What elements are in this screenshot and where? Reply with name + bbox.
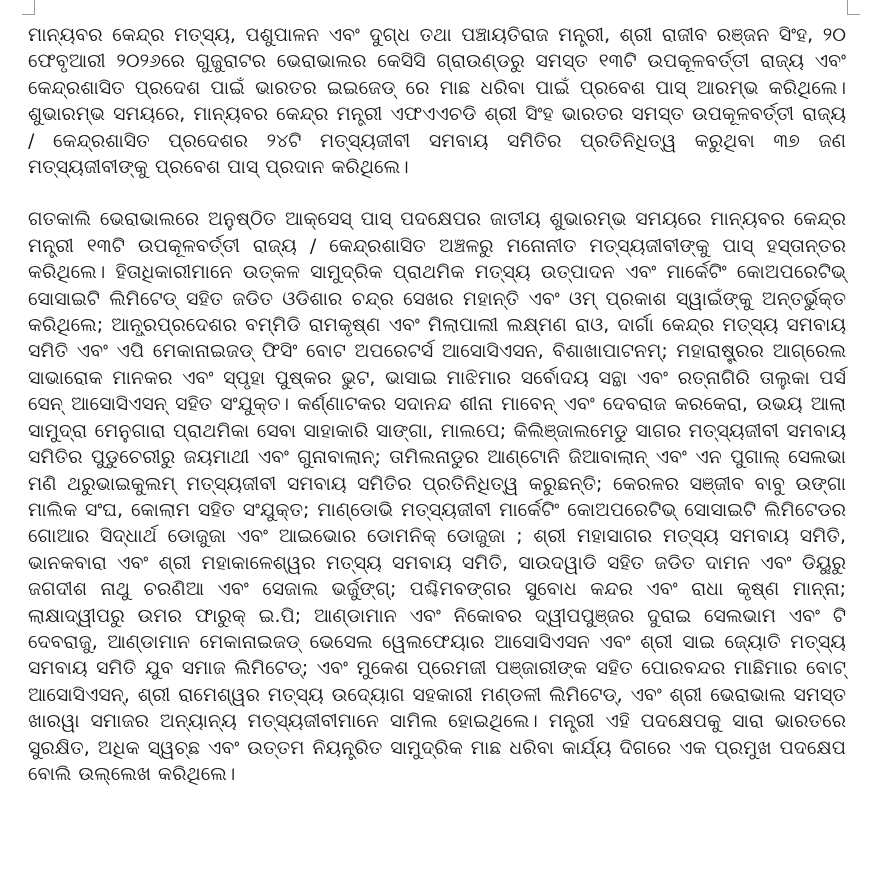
- left-margin-corner-mark: [22, 0, 35, 15]
- paragraph-beneficiaries-list: ଗତକାଲି ଭେରାଭାଲରେ ଅନୁଷ୍ଠିତ ଆକ୍ସେସ୍ ପାସ୍ ପଦକ୍ଷେପର ଜାତୀୟ ଶୁଭାରମ୍ଭ ସମୟରେ ମାନ୍ୟବର କେନ୍ଦ୍ର ମନ୍ତ୍ରୀ ୧୩ଟି ଉପକୂଳବର୍ତ୍ତୀ ରାଜ୍ୟ / କେନ୍ଦ୍ରଶାସିତ ଅଞ୍ଚଳରୁ ମନୋନୀତ ମତ୍ସ୍ୟଜୀବୀଙ୍କୁ ପାସ୍ ହସ୍ତାନ୍ତର କରିଥିଲେ। ହିତାଧିକାରୀମାନେ ଉତ୍କଳ ସାମୁଦ୍ରିକ ପ୍ରାଥମିକ ମତ୍ସ୍ୟ ଉତ୍ପାଦନ ଏବଂ ମାର୍କେଟିଂ କୋଅପରେଟିଭ୍ ସୋସାଇଟି ଲିମିଟେଡ୍ ସହିତ ଜଡିତ ଓଡିଶାର ଚନ୍ଦ୍ର ସେଖର ମହାନ୍ତି ଏବଂ ଓମ୍ ପ୍ରକାଶ ସ୍ୱାଇଁଙ୍କୁ ଅନ୍ତର୍ଭୁକ୍ତ କରିଥିଲେ; ଆନ୍ଧ୍ରପ୍ରଦେଶର ବମ୍ମିଡି ରାମକୃଷ୍ଣ ଏବଂ ମିଲାପାଲୀ ଲକ୍ଷ୍ମଣ ରାଓ, ଦାର୍ଗା କେନ୍ଦ୍ର ମତ୍ସ୍ୟ ସମବାୟ ସମିତି ଏବଂ ଏପି ମେକାନାଇଜଡ୍ ଫିସିଂ ବୋଟ ଅପରେଟର୍ସ ଆସୋସିଏସନ, ବିଶାଖାପାଟନମ୍; ମହାରାଷ୍ଟ୍ରର ଆଗ୍ରେଲ ସାଭାରୋକ ମାନକର ଏବଂ ସ୍ପୃହା ପୁଷ୍କର ଭୁଟ, ଭାସାଇ ମାଝିମାର ସର୍ବୋଦୟ ସନ୍ଥା ଏବଂ ରତ୍ନାଗିରି ତାଲୁକା ପର୍ସ ସେନ୍ ଆସୋସିଏସନ୍ ସହିତ ସଂଯୁକ୍ତ। କର୍ଣ୍ଣାଟକର ସଦାନନ୍ଦ ଶୀନା ମାବେନ୍ ଏବଂ ଦେବରାଜ କରକେରା, ଉଭୟ ଆଲା ସାମୁଦ୍ରା ମେନୁଗାରା ପ୍ରାଥମିକା ସେବା ସାହାକାରି ସାଙ୍ଗା, ମାଲପେ; କିଲିଞ୍ଜାଲମେଡୁ ସାଗର ମତ୍ସ୍ୟଜୀବୀ ସମବାୟ ସମିତିର ପୁଡୁଚେରୀରୁ ଜୟମାଥୀ ଏବଂ ଗୁନାବାଲାନ୍; ତାମିଲନାଡୁର ଆଣ୍ଟୋନି ଜିଆବାଲାନ୍ ଏବଂ ଏନ ପୁଗାଲ୍ ସେଲଭା ମଣି ଥରୁଭାଇକୁଲମ୍ ମତ୍ସ୍ୟଜୀବୀ ସମବାୟ ସମିତିର ପ୍ରତିନିଧିତ୍ୱ କରୁଛନ୍ତି; କେରଳର ସଞ୍ଜୀବ ବାବୁ ଉଙ୍ଗା ମାଲିକ ସଂଘ, କୋଲାମ ସହିତ ସଂଯୁକ୍ତ; ମାଣ୍ଡୋଭି ମତ୍ସ୍ୟଜୀବୀ ମାର୍କେଟିଂ କୋଅପରେଟିଭ୍ ସୋସାଇଟି ଲିମିଟେଡର ଗୋଆର ସିଦ୍ଧାର୍ଥ ଡୋଜୁଜା ଏବଂ ଆଇଭୋର ଡୋମନିକ୍ ଡୋଜୁଜା ; ଶ୍ରୀ ମହାସାଗର ମତ୍ସ୍ୟ ସମବାୟ ସମିତି, ଭାନକବାରା ଏବଂ ଶ୍ରୀ ମହାକାଳେଶ୍ୱର ମତ୍ସ୍ୟ ସମବାୟ ସମିତି, ସାଉଦୱାଡି ସହିତ ଜଡିତ ଦାମନ ଏବଂ ଡିୟୁରୁ ଜଗଦୀଶ ନାଥୁ ଚରଣିଆ ଏବଂ ସେଜାଲ ଭର୍ଜୁଙ୍ଗ୍; ପଶ୍ଚିମବଙ୍ଗର ସୁବୋଧ କନ୍ଦର ଏବଂ ରାଧା କୃଷ୍ଣ ମାନ୍ନା; ଲାକ୍ଷାଦ୍ୱୀପରୁ ଉମର ଫାରୁକ୍ ଇ.ପି; ଆଣ୍ଡାମାନ ଏବଂ ନିକୋବର ଦ୍ୱୀପପୁଞ୍ଜର ଦୁରାଇ ସେଲଭାମ ଏବଂ ଟି ଦେବରାଜୁ, ଆଣ୍ଡାମାନ ମେକାନାଇଜଡ୍ ଭେସେଲ ୱେଲଫେୟାର ଆସୋସିଏସନ ଏବଂ ଶ୍ରୀ ସାଇ ଜ୍ୟୋତି ମତ୍ସ୍ୟ ସମବାୟ ସମିତି ଯୁବ ସମାଜ ଲିମିଟେଡ୍; ଏବଂ ମୁକେଶ ପ୍ରେମଜୀ ପଞ୍ଜାରୀଙ୍କ ସହିତ ପୋରବନ୍ଦର ମାଛିମାର ବୋଟ୍ ଆସୋସିଏସନ୍, ଶ୍ରୀ ରାମେଶ୍ୱର ମତ୍ସ୍ୟ ଉଦ୍ୟୋଗ ସହକାରୀ ମଣ୍ଡଳୀ ଲିମିଟେଡ୍, ଏବଂ ଶ୍ରୀ ଭେରାଭାଲ ସମସ୍ତ ଖାରୱା ସମାଜର ଅନ୍ୟାନ୍ୟ ମତ୍ସ୍ୟଜୀବୀମାନେ ସାମିଲ ହୋଇଥିଲେ। ମନ୍ତ୍ରୀ ଏହି ପଦକ୍ଷେପକୁ ସାରା ଭାରତରେ ସୁରକ୍ଷିତ, ଅଧିକ ସ୍ୱଚ୍ଛ ଏବଂ ଉତ୍ତମ ନିୟନ୍ତ୍ରିତ ସାମୁଦ୍ରିକ ମାଛ ଧରିବା କାର୍ଯ୍ୟ ଦିଗରେ ଏକ ପ୍ରମୁଖ ପଦକ୍ଷେପ ବୋଲି ଉଲ୍ଲେଖ କରିଥିଲେ।: [28, 208, 846, 785]
- paragraph-launch-announcement: ମାନ୍ୟବର କେନ୍ଦ୍ର ମତ୍ସ୍ୟ, ପଶୁପାଳନ ଏବଂ ଦୁଗ୍ଧ ତଥା ପଞ୍ଚାୟତିରାଜ ମନ୍ତ୍ରୀ, ଶ୍ରୀ ରାଜୀବ ରଞ୍ଜନ ସିଂହ, ୨୦ ଫେବୃଆରୀ ୨୦୨୬ରେ ଗୁଜୁରାଟର ଭେରାଭାଲର କେସିସି ଗ୍ରାଉଣ୍ଡରୁ ସମସ୍ତ ୧୩ଟି ଉପକୂଳବର୍ତ୍ତୀ ରାଜ୍ୟ ଏବଂ କେନ୍ଦ୍ରଶାସିତ ପ୍ରଦେଶ ପାଇଁ ଭାରତର ଇଇଜେଡ୍ ରେ ମାଛ ଧରିବା ପାଇଁ ପ୍ରବେଶ ପାସ୍ ଆରମ୍ଭ କରିଥିଲେ। ଶୁଭାରମ୍ଭ ସମୟରେ, ମାନ୍ୟବର କେନ୍ଦ୍ର ମନ୍ତ୍ରୀ ଏଫଏଏଚଡି ଶ୍ରୀ ସିଂହ ଭାରତର ସମସ୍ତ ଉପକୂଳବର୍ତ୍ତୀ ରାଜ୍ୟ / କେନ୍ଦ୍ରଶାସିତ ପ୍ରଦେଶର ୨୪ଟି ମତ୍ସ୍ୟଜୀବୀ ସମବାୟ ସମିତିର ପ୍ରତିନିଧିତ୍ୱ କରୁଥିବା ୩୭ ଜଣ ମତ୍ସ୍ୟଜୀବୀଙ୍କୁ ପ୍ରବେଶ ପାସ୍ ପ୍ରଦାନ କରିଥିଲେ।: [28, 24, 846, 179]
- document-body: [28, 22, 846, 787]
- right-margin-corner-mark: [847, 0, 860, 15]
